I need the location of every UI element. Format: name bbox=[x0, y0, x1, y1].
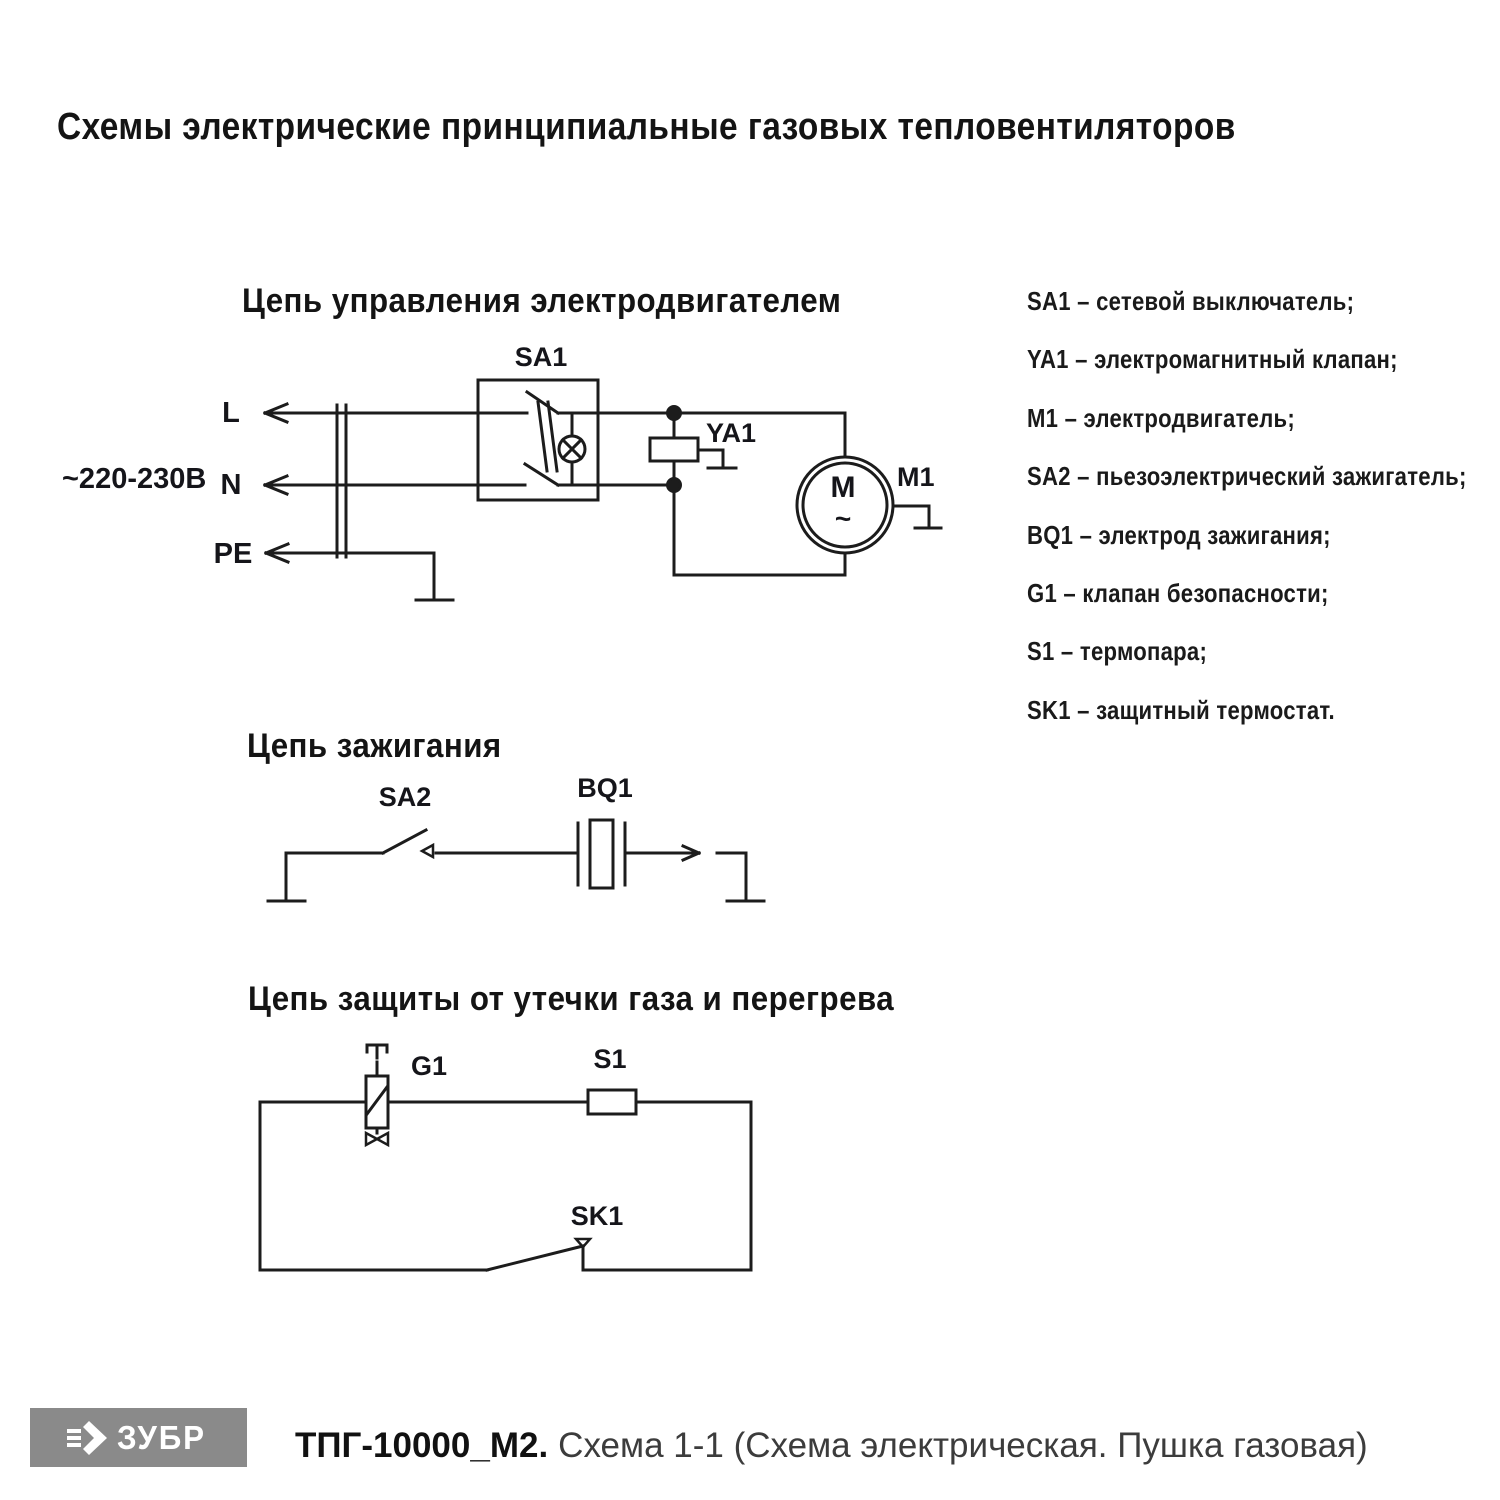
legend-item-g1: G1 – клапан безопасности; bbox=[1027, 577, 1329, 608]
label-M1: M1 bbox=[897, 462, 935, 492]
legend-item-m1: M1 – электродвигатель; bbox=[1027, 402, 1295, 433]
label-PE: PE bbox=[213, 538, 253, 570]
line-PE-wire bbox=[266, 544, 453, 600]
label-SK1: SK1 bbox=[570, 1201, 624, 1231]
sa2-switch bbox=[383, 830, 433, 857]
legend-item-ya1: YA1 – электромагнитный клапан; bbox=[1027, 344, 1398, 375]
label-S1: S1 bbox=[593, 1044, 627, 1074]
connector-double-line bbox=[337, 405, 346, 557]
sa1-switch bbox=[478, 380, 598, 500]
motor-return-wire bbox=[674, 485, 845, 575]
label-voltage: ~220-230В bbox=[62, 463, 207, 495]
motor-ac-sign: ~ bbox=[834, 503, 852, 534]
label-SA2: SA2 bbox=[378, 782, 432, 812]
sk1-thermostat-switch bbox=[487, 1239, 590, 1270]
sa1-blade-top bbox=[527, 392, 558, 413]
section-title-protection: Цепь защиты от утечки газа и перегрева bbox=[248, 980, 895, 1018]
sa1-mechanical-link bbox=[538, 402, 557, 471]
legend-item-s1: S1 – термопара; bbox=[1027, 636, 1208, 667]
bq1-piezo-element bbox=[578, 820, 625, 888]
valve-bowtie-icon bbox=[366, 1133, 388, 1145]
sa1-blade-bottom bbox=[525, 464, 558, 485]
label-G1: G1 bbox=[411, 1051, 448, 1081]
sa2-blade bbox=[383, 830, 426, 853]
legend-item-sa1: SA1 – сетевой выключатель; bbox=[1027, 286, 1355, 316]
zubr-arrow-icon bbox=[67, 1419, 109, 1457]
g1-diagonal bbox=[367, 1087, 387, 1114]
ignition-circuit bbox=[268, 820, 764, 901]
section-title-ignition: Цепь зажигания bbox=[247, 727, 502, 765]
brand-logo bbox=[30, 1408, 247, 1467]
line-N-wire bbox=[265, 476, 674, 494]
g1-safety-valve bbox=[366, 1045, 388, 1145]
legend-item-bq1: BQ1 – электрод зажигания; bbox=[1027, 519, 1331, 550]
brand-name: ЗУБР bbox=[116, 1418, 206, 1456]
footer-caption-line bbox=[295, 1426, 1368, 1466]
section-title-motor-control: Цепь управления электродвигателем bbox=[242, 282, 842, 320]
label-BQ1: BQ1 bbox=[577, 773, 633, 803]
protection-circuit bbox=[260, 1045, 751, 1270]
page-title: Схемы электрические принципиальные газовых тепловентиляторов bbox=[57, 106, 1236, 148]
sa2-contact-icon bbox=[422, 845, 433, 857]
label-SA1: SA1 bbox=[514, 342, 568, 372]
s1-thermocouple bbox=[588, 1090, 636, 1114]
g1-thermo-tee-icon bbox=[367, 1045, 387, 1058]
model-number: ТПГ-10000_М2. bbox=[295, 1426, 549, 1465]
legend-item-sk1: SK1 – защитный термостат. bbox=[1027, 694, 1335, 725]
legend-item-sa2: SA2 – пьезоэлектрический зажигатель; bbox=[1027, 461, 1467, 492]
sk1-blade bbox=[487, 1246, 583, 1270]
indicator-lamp-icon bbox=[559, 413, 585, 485]
motor-letter: M bbox=[830, 471, 856, 504]
schema-caption: Схема 1-1 (Схема электрическая. Пушка газовая) bbox=[558, 1426, 1368, 1465]
label-N: N bbox=[220, 469, 242, 501]
label-YA1: YA1 bbox=[706, 418, 757, 448]
label-L: L bbox=[222, 397, 240, 429]
